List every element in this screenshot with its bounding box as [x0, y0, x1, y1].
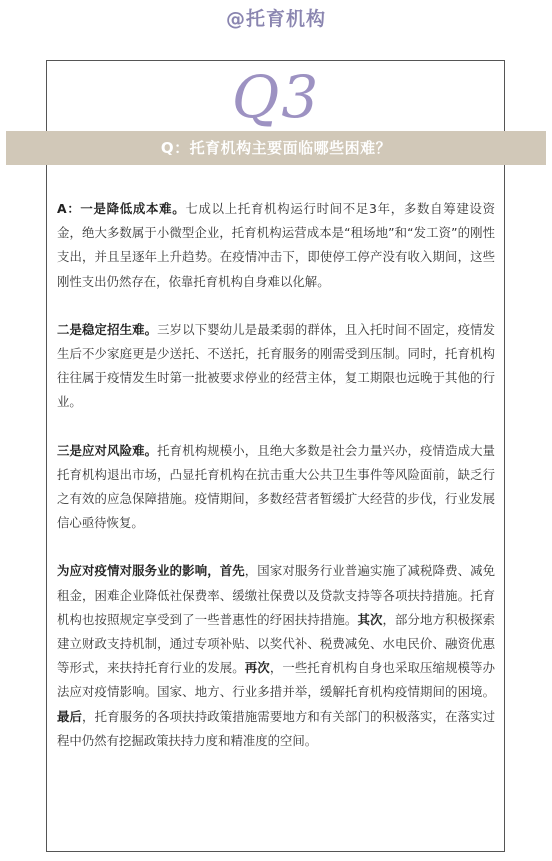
measures-third: ，一些托育机构自身也采取压缩规模等办法应对疫情影响。国家、地方、行业多措并举，缓解托育机构疫情期间的困境。 [57, 660, 496, 700]
answer-paragraph-3 [57, 439, 495, 536]
answer-lead-1: A：一是降低成本难。 [57, 201, 186, 216]
measures-last: ，托育服务的各项扶持政策措施需要地方和有关部门的积极落实，在落实过程中仍然有挖掘政策扶持力度和精准度的空间。 [57, 708, 496, 748]
question-banner [6, 131, 546, 165]
measures-first: ，国家对服务行业普遍实施了减税降费、减免租金，困难企业降低社保费率、缓缴社保费以及贷款支持等各项扶持措施。托育机构也按照规定享受到了一些普惠性的纾困扶持措施。 [57, 563, 496, 627]
question-title: Q：托育机构主要面临哪些困难？ [160, 139, 392, 157]
measures-second: ，部分地方积极探索建立财政支持机制，通过专项补贴、以奖代补、税费减免、水电民价、融资优惠等形式，来扶持托育行业的发展。 [57, 611, 496, 676]
answer-text-1: 七成以上托育机构运行时间不足3年，多数自筹建设资金，绝大多数属于小微型企业，托育机构运营成本是“租场地”和“发工资”的刚性支出，并且呈逐年上升趋势。在疫情冲击下，即使停工停产没有收入期间，这些刚性支出仍然存在，依靠托育机构自身难以化解。 [57, 201, 495, 289]
measures-lead: 为应对疫情对服务业的影响，首先 [57, 563, 245, 579]
answer-text-2: 三岁以下婴幼儿是最柔弱的群体，且入托时间不固定，疫情发生后不少家庭更是少送托、不送托，托育服务的刚需受到压制。同时，托育机构往往属于疫情发生时第一批被要求停业的经营主体，复工期限也远晚于其他的行业。 [57, 321, 496, 410]
answer-lead-2: 二是稳定招生难。 [57, 321, 158, 337]
account-handle: @托育机构 [225, 8, 326, 30]
q3-badge: Q3 [231, 63, 321, 131]
measures-third-lead: 再次 [244, 660, 270, 676]
measures-second-lead: 其次 [357, 611, 383, 627]
answer-paragraph-4 [57, 559, 495, 753]
answer-lead-3: 三是应对风险难。 [57, 442, 158, 458]
answer-body [57, 197, 495, 777]
answer-paragraph-2 [57, 318, 495, 415]
answer-text-3: 托育机构规模小，且绝大多数是社会力量兴办，疫情造成大量托育机构退出市场，凸显托育机构在抗击重大公共卫生事件等风险面前，缺乏行之有效的应急保障措施。疫情期间，多数经营者暂缓扩大经营的步伐，行业发展信心亟待恢复。 [57, 442, 496, 531]
measures-last-lead: 最后 [57, 708, 83, 724]
answer-paragraph-1 [57, 197, 495, 294]
